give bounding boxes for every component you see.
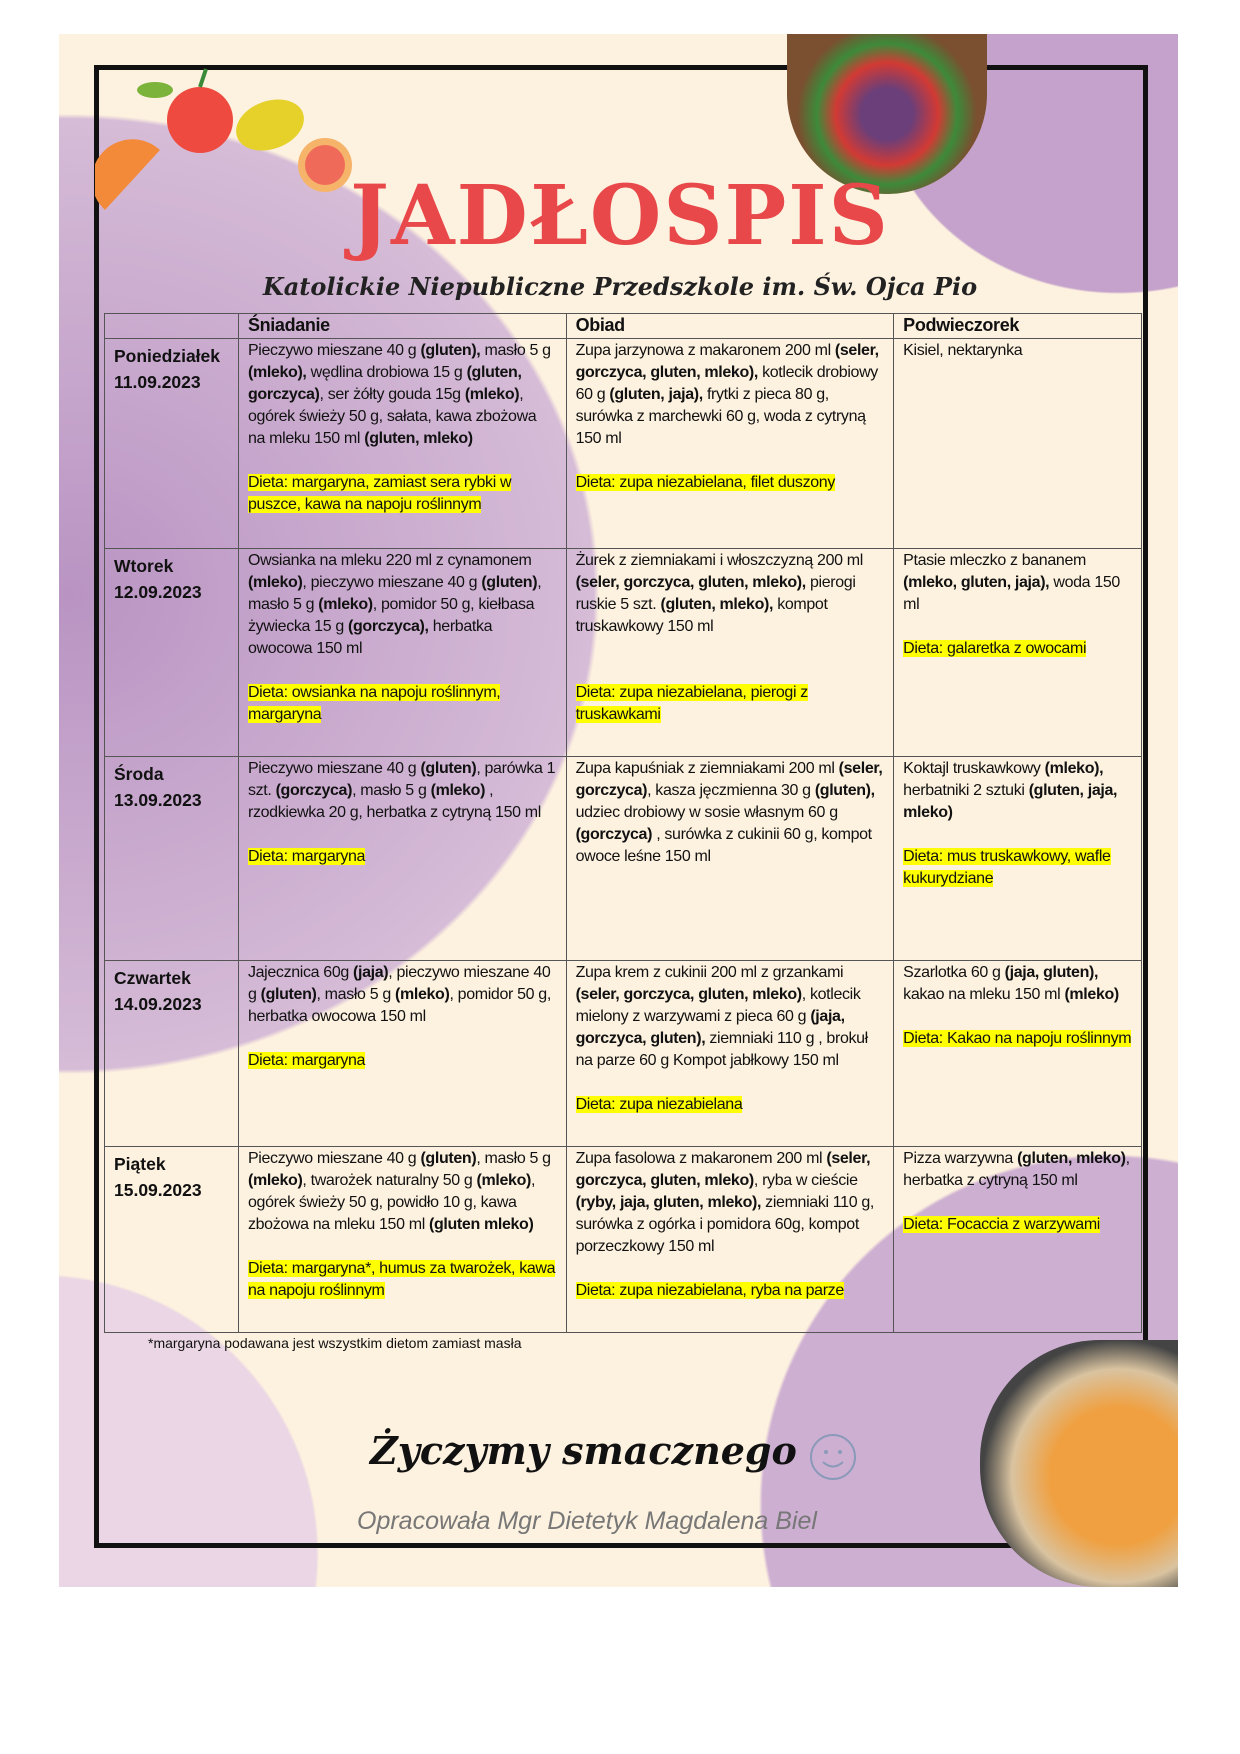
table-row — [105, 549, 1142, 757]
allergen-text: (gorczyca) — [275, 782, 353, 799]
day-date: 14.09.2023 — [114, 994, 202, 1014]
day-day: Poniedziałek — [114, 346, 221, 366]
meal-cell — [566, 757, 894, 961]
day-day: Wtorek — [114, 556, 174, 576]
allergen-text: (seler, gorczyca, gluten, mleko), — [575, 574, 806, 591]
allergen-text: (mleko) — [430, 782, 486, 799]
meal-cell — [894, 549, 1142, 757]
diet-note: Dieta: margaryna*, humus za twarożek, kawa na napoju roślinnym — [247, 1260, 556, 1299]
header-empty — [105, 314, 239, 339]
table-header-row — [105, 314, 1142, 339]
meal-description — [903, 550, 1132, 616]
allergen-text: (mleko) — [1064, 986, 1119, 1003]
smiley-icon — [810, 1434, 856, 1480]
meal-text: Pieczywo mieszane 40 g — [247, 1150, 421, 1167]
table-row — [105, 961, 1142, 1147]
day-day: Środa — [114, 764, 164, 784]
meal-description — [248, 962, 557, 1028]
meal-text: frytki z pieca 80 g, surówka z marchewki 60 g, woda z cytryną 150 ml — [575, 386, 866, 447]
allergen-text: (seler, gorczyca) — [575, 760, 883, 799]
meal-text: herbatka owocowa 150 ml — [247, 618, 493, 657]
meal-text: Zupa kapuśniak z ziemniakami 200 ml — [575, 760, 839, 777]
day-cell — [105, 339, 239, 549]
meal-text: , kasza jęczmienna 30 g — [647, 782, 815, 799]
allergen-text: (seler, gorczyca, gluten, mleko) — [575, 986, 802, 1003]
meal-text: , masło 5 g — [476, 1150, 551, 1167]
meal-description — [248, 758, 557, 824]
meal-text: wędlina drobiowa 15 g — [306, 364, 467, 381]
day-date: 15.09.2023 — [114, 1180, 202, 1200]
allergen-text: (mleko) — [247, 574, 303, 591]
day-date: 12.09.2023 — [114, 582, 202, 602]
diet-note: Dieta: margaryna — [247, 1052, 366, 1069]
allergen-text: (gluten), — [420, 342, 481, 359]
diet-note: Dieta: mus truskawkowy, wafle kukurydziane — [903, 848, 1111, 887]
meal-text: Pieczywo mieszane 40 g — [247, 760, 421, 777]
meal-cell — [566, 339, 894, 549]
allergen-text: (mleko) — [476, 1172, 531, 1189]
meal-text: , surówka z cukinii 60 g, kompot owoce leśne 150 ml — [575, 826, 872, 865]
meal-text: Zupa fasolowa z makaronem 200 ml — [575, 1150, 827, 1167]
allergen-text: (gluten) — [260, 986, 317, 1003]
allergen-text: (gluten) — [420, 760, 477, 777]
meal-description — [248, 550, 557, 660]
meal-description — [903, 962, 1132, 1006]
allergen-text: (gorczyca) — [575, 826, 653, 843]
meal-description — [576, 1148, 885, 1258]
meal-cell — [894, 961, 1142, 1147]
allergen-text: (gluten, mleko) — [1017, 1150, 1126, 1167]
meal-cell — [238, 961, 566, 1147]
allergen-text: (gluten, gorczyca) — [247, 364, 522, 403]
meal-cell — [894, 339, 1142, 549]
allergen-text: (gluten, jaja), — [609, 386, 703, 403]
allergen-text: (mleko) — [247, 1172, 303, 1189]
meal-text: ziemniaki 110 g , brokuł na parze 60 g Kompot jabłkowy 150 ml — [575, 1030, 868, 1069]
meal-description — [903, 1148, 1132, 1192]
meal-description — [248, 1148, 557, 1236]
meal-text: pierogi ruskie 5 szt. — [575, 574, 856, 613]
table-row — [105, 1147, 1142, 1333]
meal-text: Kisiel, nektarynka — [903, 342, 1023, 359]
meal-text: , herbatka z cytryną 150 ml — [903, 1150, 1130, 1189]
meal-text: , ogórek świeży 50 g, powidło 10 g, kawa zbożowa na mleku 150 ml — [247, 1172, 536, 1233]
allergen-text: (ryby, jaja, gluten, mleko), — [575, 1194, 762, 1211]
allergen-text: (gluten, mleko) — [364, 430, 473, 447]
allergen-text: (seler, gorczyca, gluten, mleko), — [575, 342, 879, 381]
allergen-text: (mleko), — [247, 364, 307, 381]
diet-note: Dieta: Kakao na napoju roślinnym — [903, 1030, 1132, 1047]
allergen-text: (mleko) — [464, 386, 520, 403]
allergen-text: (gluten) — [420, 1150, 477, 1167]
meal-text: , kotlecik mielony z warzywami z pieca 60 g — [575, 986, 861, 1025]
meal-cell — [238, 339, 566, 549]
meal-cell — [894, 1147, 1142, 1333]
meal-cell — [238, 1147, 566, 1333]
allergen-text: (gluten mleko) — [429, 1216, 534, 1233]
meal-text: , pieczywo mieszane 40 g — [247, 964, 551, 1003]
meal-text: kakao na mleku 150 ml — [903, 986, 1065, 1003]
meal-description — [576, 962, 885, 1072]
meal-text: masło 5 g — [480, 342, 551, 359]
meal-text: Ptasie mleczko z bananem — [903, 552, 1086, 569]
meal-cell — [566, 1147, 894, 1333]
meal-text: Pieczywo mieszane 40 g — [247, 342, 421, 359]
day-date: 13.09.2023 — [114, 790, 202, 810]
diet-note: Dieta: zupa niezabielana, pierogi z truskawkami — [575, 684, 808, 723]
meal-text: , pomidor 50 g, kiełbasa żywiecka 15 g — [247, 596, 535, 635]
diet-note: Dieta: zupa niezabielana, filet duszony — [575, 474, 835, 491]
meal-text: Szarlotka 60 g — [903, 964, 1005, 981]
footnote: *margaryna podawana jest wszystkim dietom zamiast masła — [148, 1335, 522, 1351]
meal-description — [576, 340, 885, 450]
diet-note: Dieta: margaryna — [247, 848, 366, 865]
diet-note: Dieta: margaryna, zamiast sera rybki w puszce, kawa na napoju roślinnym — [247, 474, 512, 513]
meal-text: Zupa jarzynowa z makaronem 200 ml — [575, 342, 835, 359]
day-date: 11.09.2023 — [114, 372, 201, 392]
meal-text: Zupa krem z cukinii 200 ml z grzankami — [575, 964, 844, 981]
table-row — [105, 757, 1142, 961]
allergen-text: (jaja) — [353, 964, 389, 981]
meal-text: woda 150 ml — [903, 574, 1120, 613]
meal-text: ziemniaki 110 g, surówka z ogórka i pomidora 60g, kompot porzeczkowy 150 ml — [575, 1194, 875, 1255]
meal-text: , ser żółty gouda 15g — [319, 386, 465, 403]
meal-description — [576, 550, 885, 638]
meal-text: Owsianka na mleku 220 ml z cynamonem — [247, 552, 532, 569]
meal-description — [576, 758, 885, 868]
diet-note: Dieta: zupa niezabielana — [575, 1096, 743, 1113]
meal-text: kompot truskawkowy 150 ml — [575, 596, 828, 635]
meal-description — [903, 340, 1132, 362]
table-row — [105, 339, 1142, 549]
header-sniadanie: Śniadanie — [238, 314, 566, 339]
diet-note: Dieta: owsianka na napoju roślinnym, margaryna — [247, 684, 501, 723]
author-credit: Opracowała Mgr Dietetyk Magdalena Biel — [357, 1507, 817, 1535]
allergen-text: (gluten, mleko), — [660, 596, 774, 613]
menu-table — [104, 313, 1142, 1333]
allergen-text: (jaja, gorczyca, gluten), — [575, 1008, 845, 1047]
allergen-text: (gluten), — [814, 782, 875, 799]
header-podwieczorek: Podwieczorek — [894, 314, 1142, 339]
day-cell — [105, 757, 239, 961]
meal-text: , pieczywo mieszane 40 g — [302, 574, 482, 591]
meal-cell — [238, 549, 566, 757]
meal-description — [248, 340, 557, 450]
day-cell — [105, 961, 239, 1147]
meal-text: , masło 5 g — [316, 986, 395, 1003]
meal-description — [903, 758, 1132, 824]
meal-text: , ogórek świeży 50 g, sałata, kawa zbożowa na mleku 150 ml — [247, 386, 537, 447]
meal-text: Pizza warzywna — [903, 1150, 1018, 1167]
day-day: Piątek — [114, 1154, 166, 1174]
meal-text: kotlecik drobiowy 60 g — [575, 364, 878, 403]
allergen-text: (gluten) — [481, 574, 538, 591]
day-day: Czwartek — [114, 968, 191, 988]
allergen-text: (mleko) — [318, 596, 373, 613]
page-subtitle: Katolickie Niepubliczne Przedszkole im. Św. Ojca Pio — [262, 272, 978, 301]
meal-text: , ryba w cieście — [753, 1172, 858, 1189]
meal-cell — [238, 757, 566, 961]
diet-note: Dieta: Focaccia z warzywami — [903, 1216, 1100, 1233]
meal-cell — [566, 961, 894, 1147]
meal-text: herbatniki 2 sztuki — [903, 782, 1029, 799]
day-cell — [105, 1147, 239, 1333]
meal-text: , pomidor 50 g, herbatka owocowa 150 ml — [247, 986, 551, 1025]
allergen-text: (mleko), — [1044, 760, 1104, 777]
meal-text: , twarożek naturalny 50 g — [302, 1172, 477, 1189]
diet-note: Dieta: galaretka z owocami — [903, 640, 1087, 657]
meal-cell — [566, 549, 894, 757]
meal-text: , masło 5 g — [352, 782, 431, 799]
meal-text: , rzodkiewka 20 g, herbatka z cytryną 150 ml — [247, 782, 541, 821]
allergen-text: (gluten, jaja, mleko) — [903, 782, 1118, 821]
allergen-text: (mleko, gluten, jaja), — [903, 574, 1050, 591]
header-obiad: Obiad — [566, 314, 894, 339]
meal-text: , parówka 1 szt. — [247, 760, 556, 799]
meal-text: , masło 5 g — [247, 574, 542, 613]
page-title: JADŁOSPIS — [350, 168, 890, 264]
allergen-text: (jaja, gluten), — [1004, 964, 1099, 981]
closing-wish: Życzymy smacznego — [370, 1428, 797, 1473]
diet-note: Dieta: zupa niezabielana, ryba na parze — [575, 1282, 844, 1299]
day-cell — [105, 549, 239, 757]
allergen-text: (seler, gorczyca, gluten, mleko) — [575, 1150, 871, 1189]
meal-text: Koktajl truskawkowy — [903, 760, 1045, 777]
meal-text: Jajecznica 60g — [247, 964, 354, 981]
allergen-text: (gorczyca), — [348, 618, 429, 635]
allergen-text: (mleko) — [395, 986, 450, 1003]
meal-cell — [894, 757, 1142, 961]
meal-text: Żurek z ziemniakami i włoszczyzną 200 ml — [575, 552, 863, 569]
meal-text: udziec drobiowy w sosie własnym 60 g — [575, 804, 838, 821]
